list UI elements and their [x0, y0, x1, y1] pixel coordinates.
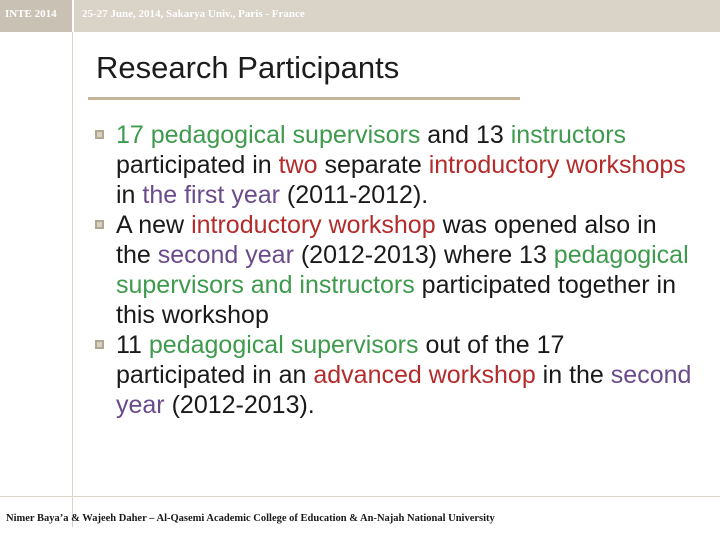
bullet-text-segment: in the [535, 361, 611, 389]
conference-info-box [74, 0, 720, 32]
title-underline [88, 97, 520, 100]
bullet-text-segment: participated together in this workshop [116, 271, 677, 329]
bullet-text-segment: introductory workshops [428, 151, 686, 179]
bullet-text-segment: (2012-2013). [164, 391, 315, 419]
header-bar [0, 0, 720, 32]
bullet-text-segment: instructors [510, 121, 627, 149]
bullet-text-segment: in [116, 181, 143, 209]
square-bullet-icon [94, 339, 105, 350]
bullet-text-segment: A new [116, 211, 192, 239]
bullet-text-segment: second year [157, 241, 294, 269]
bullet-text-segment: the first year [142, 181, 280, 209]
bullet-text-segment: and 13 [420, 121, 511, 149]
bullet-text-segment: 11 [116, 331, 149, 359]
bullet-text-segment: two [278, 151, 318, 179]
bullet-text-segment: pedagogical supervisors and instructors [116, 241, 689, 299]
bullet-list [94, 120, 694, 420]
bullet-text-segment: second year [116, 361, 692, 419]
bullet-text-segment: participated in [116, 151, 279, 179]
bullet-text-segment: separate [317, 151, 429, 179]
bullet-text-segment: out of the 17 participated in an [116, 331, 565, 389]
frame-bottom-line [0, 496, 720, 497]
bullet-item [94, 330, 694, 420]
conference-tag: INTE 2014 [5, 8, 57, 20]
bullet-text-segment: was opened also in the [116, 211, 657, 269]
slide-title: Research Participants [96, 50, 400, 85]
bullet-text-segment: 17 pedagogical supervisors [116, 121, 421, 149]
bullet-text-segment: pedagogical supervisors [148, 331, 419, 359]
bullet-text-segment: (2012-2013) where 13 [293, 241, 554, 269]
conference-info: 25-27 June, 2014, Sakarya Univ., Paris - France [82, 8, 305, 20]
bullet-item [94, 120, 694, 210]
footer-authors: Nimer Baya’a & Wajeeh Daher – Al-Qasemi Academic College of Education & An-Najah National University [6, 513, 495, 524]
bullet-text-segment: advanced workshop [313, 361, 536, 389]
square-bullet-icon [94, 219, 105, 230]
frame-left-line [72, 32, 73, 527]
bullet-text-segment: introductory workshop [191, 211, 436, 239]
square-bullet-icon [94, 129, 105, 140]
conference-tag-box [0, 0, 72, 32]
bullet-text-segment: (2011-2012). [279, 181, 429, 209]
bullet-item [94, 210, 694, 330]
